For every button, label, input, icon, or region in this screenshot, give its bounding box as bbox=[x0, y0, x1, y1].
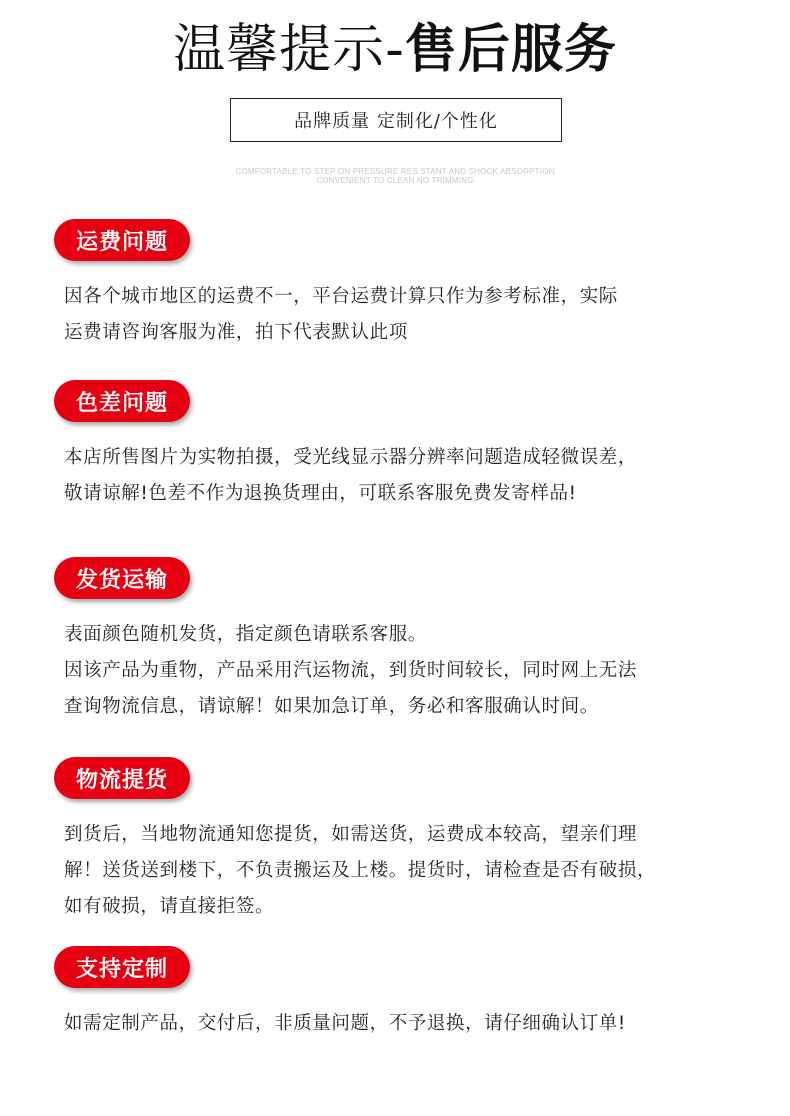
body-line: 运费请咨询客服为准，拍下代表默认此项 bbox=[64, 322, 408, 343]
subtitle-text: 品牌质量 定制化/个性化 bbox=[294, 111, 498, 132]
page-title-bold: 售后服务 bbox=[404, 20, 617, 80]
section-body bbox=[64, 817, 764, 925]
english-caption-line-1: COMFORTABLE TO STEP ON PRESSURE RES STANT AND SHOCK ABSORPTION bbox=[235, 167, 555, 176]
section-body bbox=[64, 1006, 764, 1042]
body-line: 因各个城市地区的运费不一，平台运费计算只作为参考标准，实际 bbox=[64, 286, 618, 307]
section-body bbox=[64, 279, 764, 351]
english-caption bbox=[0, 167, 790, 185]
body-line: 如有破损，请直接拒签。 bbox=[64, 896, 275, 917]
section-heading-badge: 支持定制 bbox=[54, 946, 190, 988]
section-heading-badge: 运费问题 bbox=[54, 219, 190, 261]
body-line: 因该产品为重物，产品采用汽运物流，到货时间较长，同时网上无法 bbox=[64, 660, 638, 681]
page-title-light: 温馨提示- bbox=[173, 20, 405, 80]
section-heading-badge: 发货运输 bbox=[54, 557, 190, 599]
body-line: 查询物流信息，请谅解！如果加急订单，务必和客服确认时间。 bbox=[64, 696, 599, 717]
body-line: 表面颜色随机发货，指定颜色请联系客服。 bbox=[64, 624, 427, 645]
section-heading-badge: 物流提货 bbox=[54, 757, 190, 799]
section-heading-badge: 色差问题 bbox=[54, 380, 190, 422]
body-line: 本店所售图片为实物拍摄，受光线显示器分辨率问题造成轻微误差， bbox=[64, 447, 638, 468]
page-title bbox=[0, 14, 790, 86]
body-line: 敬请谅解!色差不作为退换货理由，可联系客服免费发寄样品! bbox=[64, 483, 577, 504]
section-body bbox=[64, 617, 764, 725]
body-line: 解！送货送到楼下，不负责搬运及上楼。提货时，请检查是否有破损， bbox=[64, 860, 657, 881]
english-caption-line-2: CONVENIENT TO CLEAN NO TRIMMING bbox=[316, 176, 474, 185]
subtitle-box bbox=[230, 98, 562, 142]
section-body bbox=[64, 440, 764, 512]
body-line: 到货后，当地物流通知您提货，如需送货，运费成本较高，望亲们理 bbox=[64, 824, 638, 845]
body-line: 如需定制产品，交付后，非质量问题，不予退换，请仔细确认订单! bbox=[64, 1013, 626, 1034]
